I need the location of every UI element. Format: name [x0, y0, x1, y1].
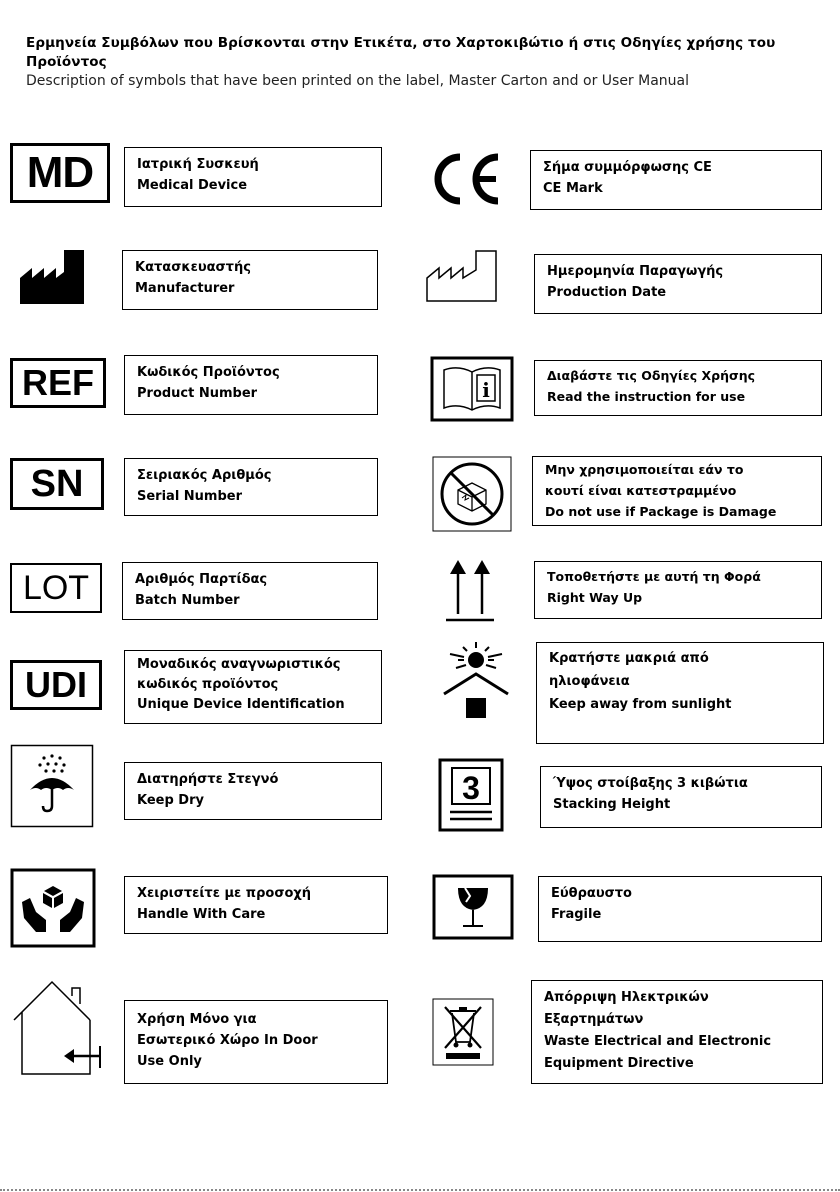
label-line: Product Number	[137, 386, 258, 401]
label-line: Σήμα συμμόρφωσης CE	[543, 160, 712, 175]
damaged-package-icon	[432, 456, 512, 532]
label-line: Εσωτερικό Χώρο In Door	[137, 1033, 318, 1048]
md-icon: MD	[10, 143, 110, 203]
label-line: Μην χρησιμοποιείται εάν το	[545, 462, 744, 477]
page-bottom-rule	[0, 1189, 840, 1191]
handle-with-care-icon	[10, 868, 96, 948]
label-manufacturer	[122, 250, 378, 310]
label-line: Use Only	[137, 1054, 202, 1069]
read-instructions-icon	[430, 356, 514, 422]
label-line: Waste Electrical and Electronic	[544, 1034, 772, 1049]
label-production-date	[534, 254, 822, 314]
label-fragile	[538, 876, 822, 942]
label-line: Κατασκευαστής	[135, 260, 251, 275]
label-keep-dry	[124, 762, 382, 820]
label-line: Εύθραυστο	[551, 886, 632, 901]
label-line: CE Mark	[543, 181, 603, 196]
header-greek: Ερμηνεία Συμβόλων που Βρίσκονται στην Ετικέτα, στο Χαρτοκιβώτιο ή στις Οδηγίες χρήσης του Προϊόντος	[26, 35, 776, 70]
label-line: Ύψος στοίβαξης 3 κιβώτια	[553, 776, 748, 791]
label-line: Right Way Up	[547, 590, 643, 605]
label-line: Production Date	[547, 285, 667, 300]
label-line: Serial Number	[137, 489, 243, 504]
label-line: Read the instruction for use	[547, 389, 746, 404]
label-line: Χρήση Μόνο για	[137, 1012, 257, 1027]
label-line: Stacking Height	[553, 797, 671, 812]
label-line: Keep Dry	[137, 793, 204, 808]
label-line: Medical Device	[137, 178, 248, 193]
header-english: Description of symbols that have been printed on the label, Master Carton and or User Manual	[26, 73, 690, 89]
manufacturer-icon	[18, 248, 86, 306]
label-ce-mark	[530, 150, 822, 210]
label-line: Χειριστείτε με προσοχή	[137, 886, 312, 901]
label-line: Manufacturer	[135, 281, 235, 296]
label-read-instructions	[534, 360, 822, 416]
weee-icon	[432, 998, 494, 1066]
label-product-number	[124, 355, 378, 415]
svg-text:i: i	[482, 378, 490, 402]
label-right-way-up	[534, 561, 822, 619]
label-line: κουτί είναι κατεστραμμένο	[545, 483, 737, 498]
label-line: Ημερομηνία Παραγωγής	[547, 264, 724, 279]
label-line: Απόρριψη Ηλεκτρικών	[544, 990, 709, 1005]
label-batch-number	[122, 562, 378, 620]
label-line: Batch Number	[135, 593, 240, 608]
label-line: κωδικός προϊόντος	[137, 677, 279, 692]
fragile-icon	[432, 874, 514, 940]
indoor-use-icon	[8, 976, 108, 1078]
label-line: Εξαρτημάτων	[544, 1012, 644, 1027]
label-indoor-use-only	[124, 1000, 388, 1084]
label-line: Κρατήστε μακριά από	[549, 651, 709, 666]
label-line: Τοποθετήστε με αυτή τη Φορά	[547, 569, 761, 584]
label-line: Διαβάστε τις Οδηγίες Χρήσης	[547, 368, 756, 383]
label-keep-away-sunlight	[536, 642, 824, 744]
page-header	[26, 34, 826, 91]
udi-icon: UDI	[10, 660, 102, 710]
label-line: Αριθμός Παρτίδας	[135, 572, 268, 587]
label-line: Keep away from sunlight	[549, 697, 732, 712]
label-weee-directive	[531, 980, 823, 1084]
label-line: Σειριακός Αριθμός	[137, 468, 272, 483]
label-line: Διατηρήστε Στεγνό	[137, 772, 279, 787]
label-line: Fragile	[551, 907, 602, 922]
label-line: Do not use if Package is Damage	[545, 504, 777, 519]
ce-mark-icon	[428, 150, 504, 208]
lot-icon: LOT	[10, 563, 102, 613]
this-way-up-icon	[442, 558, 498, 622]
label-line: Handle With Care	[137, 907, 266, 922]
label-line: ηλιοφάνεια	[549, 674, 630, 689]
label-line: Equipment Directive	[544, 1056, 694, 1071]
stacking-height-icon	[438, 758, 504, 832]
label-stacking-height	[540, 766, 822, 828]
label-medical-device	[124, 147, 382, 207]
label-line: Μοναδικός αναγνωριστικός	[137, 657, 341, 672]
label-damaged-package	[532, 456, 822, 526]
stack-number: 3	[462, 770, 480, 806]
label-line: Unique Device Identification	[137, 697, 345, 712]
label-line: Κωδικός Προϊόντος	[137, 365, 280, 380]
label-unique-device-identification	[124, 650, 382, 724]
label-line: Ιατρική Συσκευή	[137, 157, 259, 172]
keep-dry-icon	[10, 744, 94, 828]
production-date-icon	[424, 248, 500, 304]
ref-icon: REF	[10, 358, 106, 408]
sn-icon: SN	[10, 458, 104, 510]
keep-away-sunlight-icon	[436, 640, 516, 724]
label-serial-number	[124, 458, 378, 516]
label-handle-with-care	[124, 876, 388, 934]
